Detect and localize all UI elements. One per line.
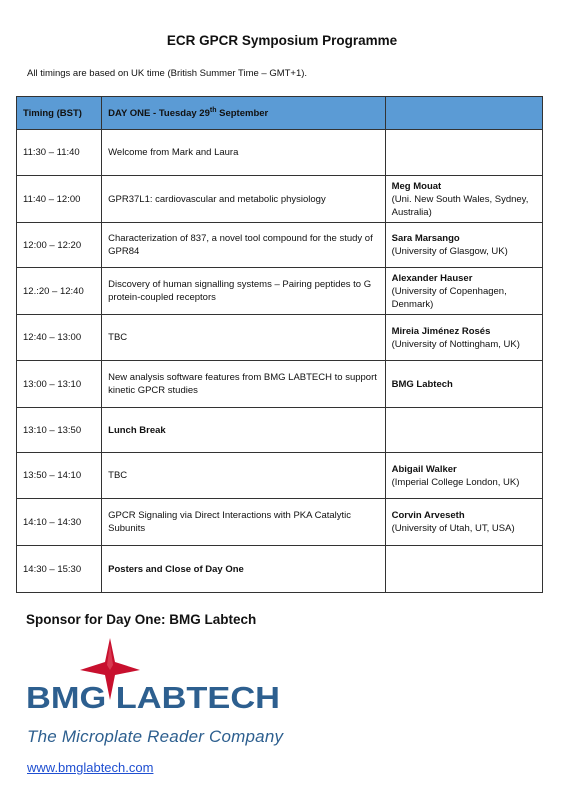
company-tagline: The Microplate Reader Company [27,727,284,746]
speaker-cell [385,453,542,499]
speaker-name: BMG Labtech [391,378,453,390]
programme-table [16,96,543,593]
session-cell: New analysis software features from BMG LABTECH to support kinetic GPCR studies [102,361,385,408]
speaker-cell [385,223,542,268]
speaker-cell [385,130,542,176]
table-row [17,408,543,453]
speaker-name: Alexander Hauser [391,272,473,284]
table-row [17,130,543,176]
bmg-labtech-logo [24,638,286,714]
table-row [17,223,543,268]
time-cell: 11:30 – 11:40 [17,130,102,176]
session-cell: Welcome from Mark and Laura [102,130,385,176]
speaker-cell [385,408,542,453]
speaker-affiliation: (Uni. New South Wales, Sydney, Australia) [391,193,529,218]
time-cell: 13:50 – 14:10 [17,453,102,499]
speaker-affiliation: (University of Utah, UT, USA) [391,523,515,534]
speaker-name: Corvin Arveseth [391,510,465,521]
speaker-name: Sara Marsango [391,233,460,244]
speaker-cell [385,315,542,361]
speaker-name: Mireia Jiménez Rosés [391,325,491,337]
speaker-cell [385,361,542,408]
time-cell: 12:40 – 13:00 [17,315,102,361]
session-cell: Discovery of human signalling systems – Pairing peptides to G protein-coupled receptors [102,268,385,315]
sponsor-website-link[interactable]: www.bmglabtech.com [27,760,154,775]
speaker-affiliation: (University of Copenhagen, Denmark) [391,285,507,310]
time-cell: 12.:20 – 12:40 [17,268,102,315]
speaker-cell [385,499,542,546]
header-day-text: DAY ONE - Tuesday 29 [108,107,210,119]
speaker-name: Meg Mouat [391,180,442,192]
table-row [17,546,543,593]
speaker-cell [385,268,542,315]
time-cell: 14:10 – 14:30 [17,499,102,546]
time-cell: 11:40 – 12:00 [17,176,102,223]
time-cell: 14:30 – 15:30 [17,546,102,593]
speaker-affiliation: (Imperial College London, UK) [391,476,520,488]
time-cell: 13:10 – 13:50 [17,408,102,453]
session-cell: GPR37L1: cardiovascular and metabolic physiology [102,176,385,223]
timing-note: All timings are based on UK time (British Summer Time – GMT+1). [27,68,308,79]
table-header-row [17,97,543,130]
time-cell: 12:00 – 12:20 [17,223,102,268]
time-cell: 13:00 – 13:10 [17,361,102,408]
speaker-cell [385,546,542,593]
session-cell: GPCR Signaling via Direct Interactions with PKA Catalytic Subunits [102,499,385,546]
table-row [17,499,543,546]
speaker-affiliation: (University of Glasgow, UK) [391,246,508,257]
header-timing: Timing (BST) [17,97,102,130]
table-row [17,176,543,223]
session-cell: Lunch Break [102,408,385,453]
session-cell: TBC [102,315,385,361]
logo-wordmark: BMG LABTECH [26,680,280,714]
sponsor-heading: Sponsor for Day One: BMG Labtech [26,612,257,627]
page-title: ECR GPCR Symposium Programme [166,33,398,48]
table-row [17,268,543,315]
header-day-ordinal: th [209,106,217,114]
table-row [17,361,543,408]
session-cell: Characterization of 837, a novel tool compound for the study of GPR84 [102,223,385,268]
table-row [17,453,543,499]
session-cell: TBC [102,453,385,499]
header-speaker [385,97,542,130]
speaker-cell [385,176,542,223]
session-cell: Posters and Close of Day One [102,546,385,593]
header-day-month: September [216,107,269,119]
speaker-name: Abigail Walker [391,463,457,475]
speaker-affiliation: (University of Nottingham, UK) [391,338,520,350]
header-day [102,97,385,130]
table-row [17,315,543,361]
